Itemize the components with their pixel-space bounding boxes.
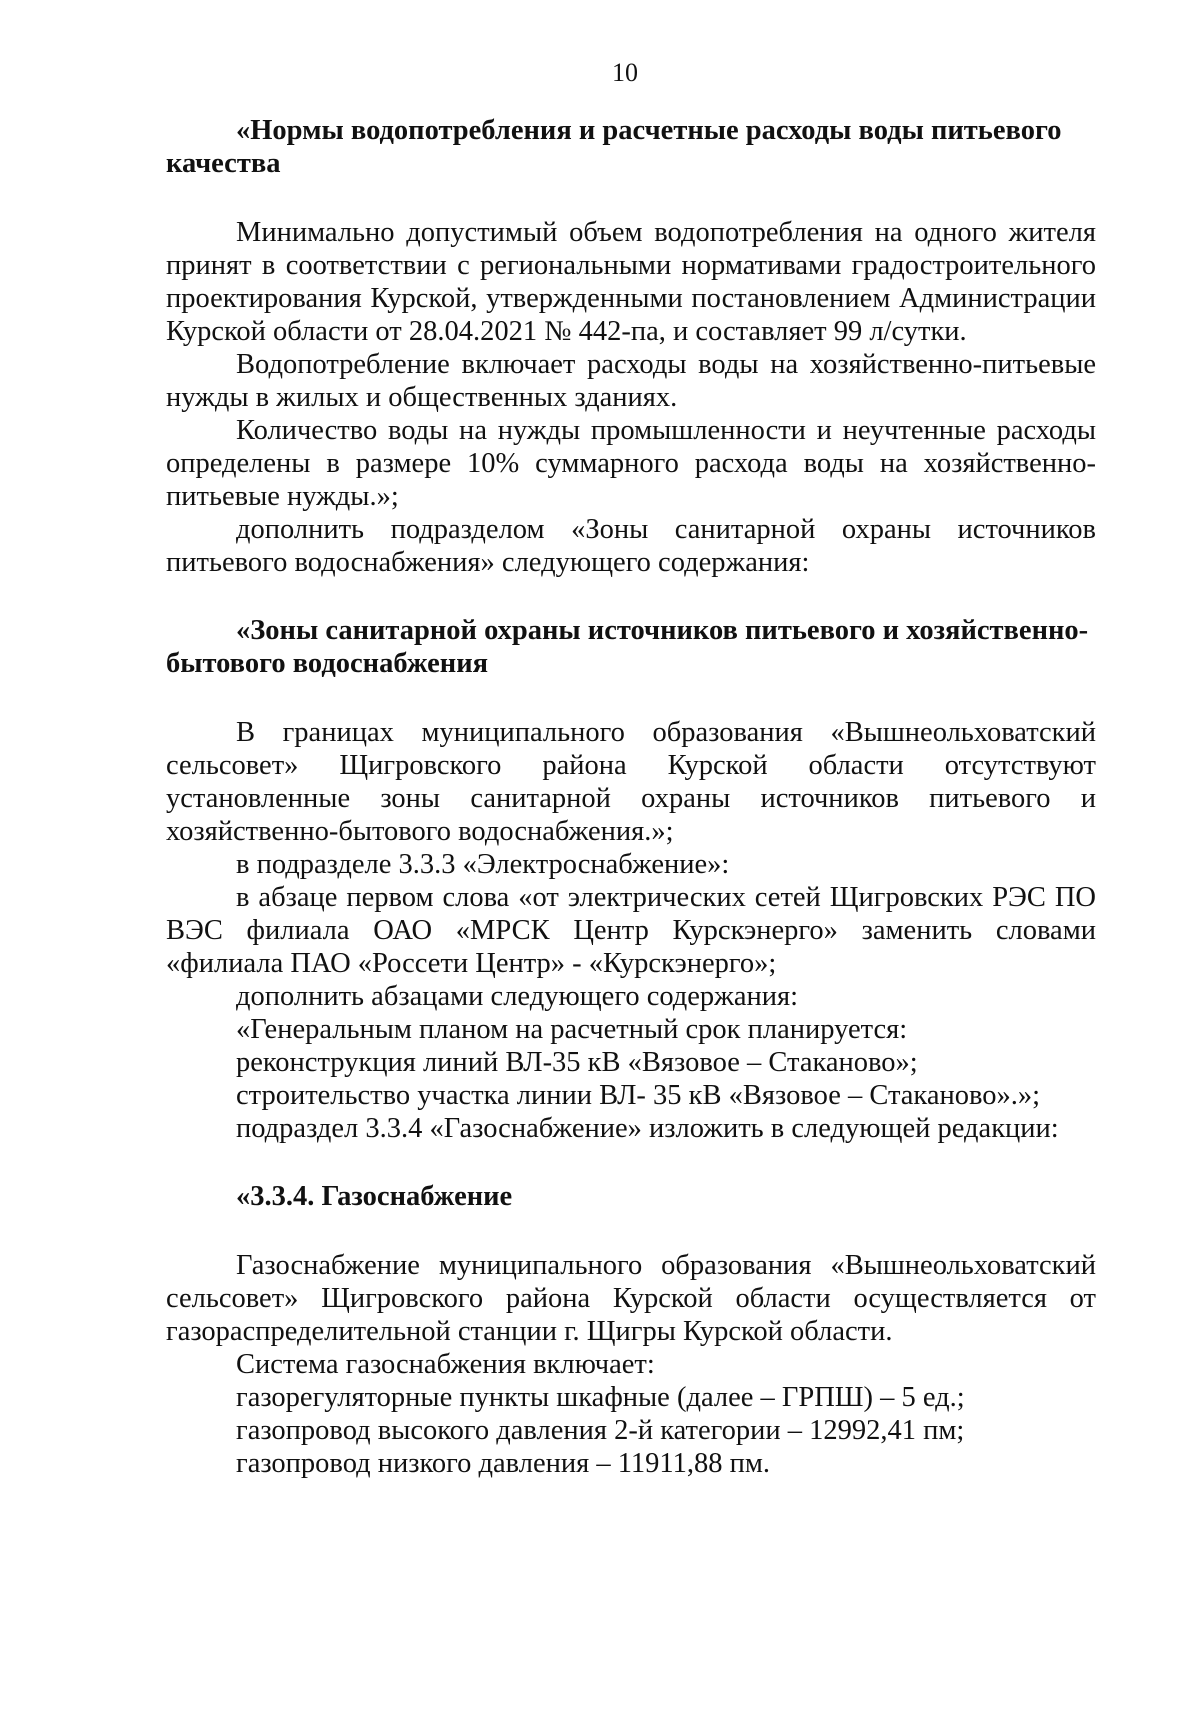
list-item: газорегуляторные пункты шкафные (далее – ГРПШ) – 5 ед.;: [236, 1382, 965, 1413]
paragraph: в подразделе 3.3.3 «Электроснабжение»:: [236, 849, 730, 880]
list-item: газопровод низкого давления – 11911,88 пм.: [236, 1448, 771, 1479]
spacer: [166, 579, 1096, 614]
spacer: [166, 680, 1096, 716]
document-body: [166, 114, 1096, 1480]
paragraph: подраздел 3.3.4 «Газоснабжение» изложить в следующей редакции:: [236, 1113, 1059, 1144]
paragraph: дополнить абзацами следующего содержания:: [236, 981, 799, 1012]
paragraph: строительство участка линии ВЛ- 35 кВ «Вязовое – Стаканово».»;: [236, 1080, 1041, 1111]
section-heading-water-norms: «Нормы водопотребления и расчетные расходы воды питьевого качества: [166, 115, 1062, 179]
spacer: [166, 180, 1096, 216]
paragraph: в абзаце первом слова «от электрических сетей Щигровских РЭС ПО ВЭС филиала ОАО «МРСК Центр Курскэнерго» заменить словами «филиала ПАО «Россети Центр» - «Курскэнерго»;: [166, 882, 1096, 979]
paragraph: Минимально допустимый объем водопотребления на одного жителя принят в соответствии с региональными нормативами градостроительного проектирования Курской, утвержденными постановлением Администрации Курской области от 28.04.2021 № 442-па, и составляет 99 л/сутки.: [166, 217, 1096, 347]
paragraph: Количество воды на нужды промышленности и неучтенные расходы определены в размере 10% суммарного расхода воды на хозяйственно-питьевые нужды.»;: [166, 415, 1096, 512]
paragraph: Водопотребление включает расходы воды на хозяйственно-питьевые нужды в жилых и общественных зданиях.: [166, 349, 1096, 413]
spacer: [166, 1213, 1096, 1249]
list-item: газопровод высокого давления 2-й категории – 12992,41 пм;: [236, 1415, 965, 1446]
spacer: [166, 1145, 1096, 1180]
section-heading-gas-supply: «3.3.4. Газоснабжение: [236, 1181, 513, 1212]
page-number: 10: [612, 58, 638, 87]
paragraph: реконструкция линий ВЛ-35 кВ «Вязовое – Стаканово»;: [236, 1047, 918, 1078]
paragraph: Газоснабжение муниципального образования «Вышнеольховатский сельсовет» Щигровского района Курской области осуществляется от газораспределительной станции г. Щигры Курской области.: [166, 1250, 1096, 1347]
paragraph: «Генеральным планом на расчетный срок планируется:: [236, 1014, 908, 1045]
section-heading-sanitary-zones: «Зоны санитарной охраны источников питьевого и хозяйственно-бытового водоснабжения: [166, 615, 1089, 679]
paragraph: Система газоснабжения включает:: [236, 1349, 655, 1380]
paragraph: В границах муниципального образования «Вышнеольховатский сельсовет» Щигровского района Курской области отсутствуют установленные зоны санитарной охраны источников питьевого и хозяйственно-бытового водоснабжения.»;: [166, 717, 1096, 847]
paragraph: дополнить подразделом «Зоны санитарной охраны источников питьевого водоснабжения» следующего содержания:: [166, 514, 1096, 578]
